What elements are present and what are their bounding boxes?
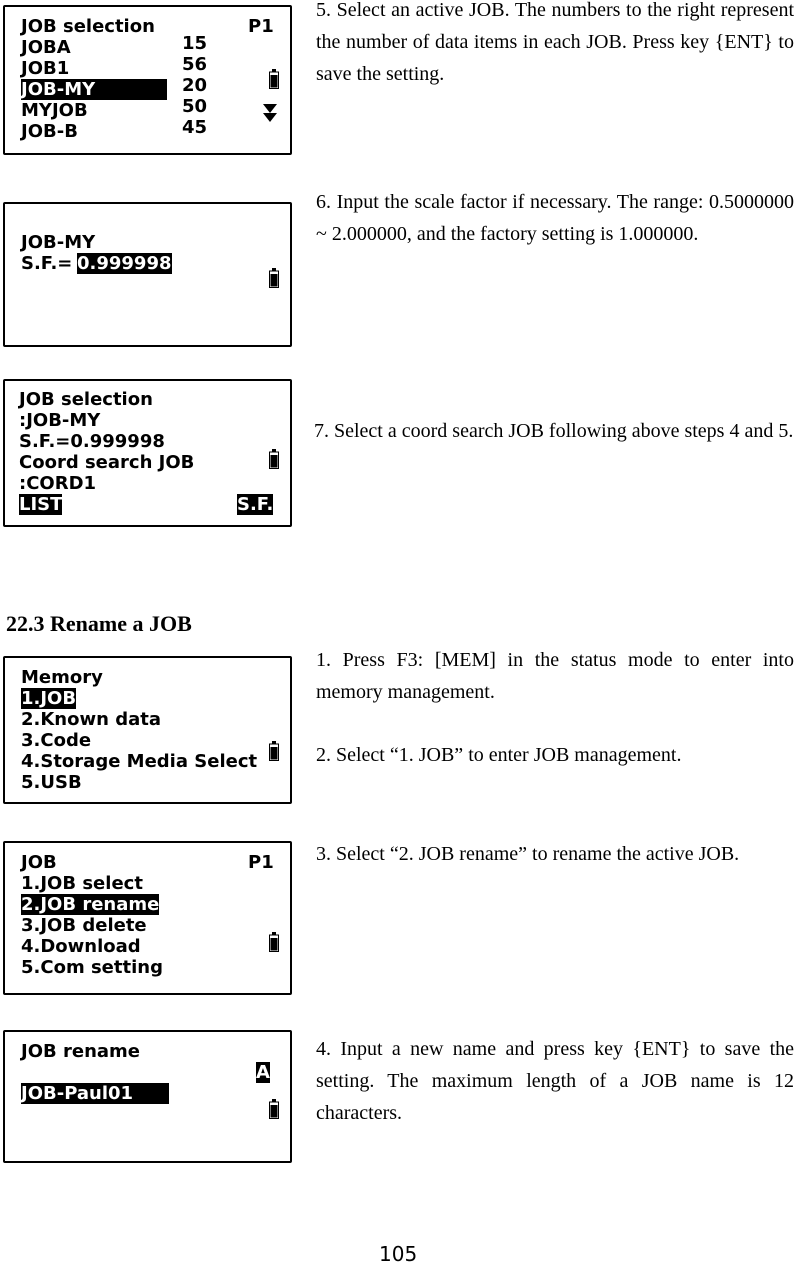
screen-title: JOB selection bbox=[19, 389, 153, 410]
job-name-input[interactable]: JOB-Paul01 bbox=[21, 1083, 169, 1104]
page-indicator: P1 bbox=[248, 16, 274, 37]
lcd-job-selection bbox=[3, 5, 292, 155]
job-item-myjob[interactable]: MYJOB bbox=[21, 100, 88, 121]
softkey-list[interactable]: LIST bbox=[19, 494, 63, 515]
menu-item-storage-media[interactable]: 4.Storage Media Select bbox=[21, 751, 258, 772]
screen-title: Memory bbox=[21, 667, 103, 688]
job-count: 15 bbox=[182, 33, 208, 54]
job-item-job1[interactable]: JOB1 bbox=[21, 58, 70, 79]
coord-search-job: :CORD1 bbox=[19, 473, 97, 494]
step5-text: 5. Select an active JOB. The numbers to the right represent the number of data items in each JOB. Press key {ENT} to save the setting. bbox=[316, 0, 794, 85]
job-count: 56 bbox=[182, 54, 208, 75]
step6-text: 6. Input the scale factor if necessary. The range: 0.5000000 ~ 2.000000, and the factory setting is 1.000000. bbox=[316, 191, 794, 245]
battery-icon bbox=[269, 932, 279, 952]
menu-item-download[interactable]: 4.Download bbox=[21, 936, 141, 957]
job-count: 20 bbox=[182, 75, 208, 96]
job-item-job-b[interactable]: JOB-B bbox=[21, 121, 78, 142]
step7-text: 7. Select a coord search JOB following above steps 4 and 5. bbox=[314, 420, 794, 442]
lcd-scale-factor bbox=[3, 202, 292, 347]
rename-step2-text: 2. Select “1. JOB” to enter JOB management. bbox=[316, 744, 682, 766]
job-count: 45 bbox=[182, 117, 208, 138]
battery-icon bbox=[269, 69, 279, 89]
job-item-joba[interactable]: JOBA bbox=[21, 37, 71, 58]
scale-factor: S.F.=0.999998 bbox=[19, 431, 165, 452]
lcd-memory-menu bbox=[3, 656, 292, 804]
rename-step3-text: 3. Select “2. JOB rename” to rename the active JOB. bbox=[316, 843, 740, 865]
active-job: :JOB-MY bbox=[19, 410, 101, 431]
job-count: 50 bbox=[182, 96, 208, 117]
coord-search-label: Coord search JOB bbox=[19, 452, 195, 473]
menu-item-com-setting[interactable]: 5.Com setting bbox=[21, 957, 163, 978]
menu-item-job-delete[interactable]: 3.JOB delete bbox=[21, 915, 147, 936]
screen-title: JOB selection bbox=[21, 16, 155, 37]
job-name: JOB-MY bbox=[21, 232, 96, 253]
menu-item-job-select[interactable]: 1.JOB select bbox=[21, 873, 143, 894]
menu-item-job-selected[interactable]: 1.JOB bbox=[21, 688, 77, 709]
menu-item-usb[interactable]: 5.USB bbox=[21, 772, 82, 793]
page-indicator: P1 bbox=[248, 852, 274, 873]
page-number: 105 bbox=[379, 1242, 418, 1266]
menu-item-known-data[interactable]: 2.Known data bbox=[21, 709, 161, 730]
lcd-job-rename bbox=[3, 1030, 292, 1163]
lcd-job-selection-summary bbox=[3, 379, 292, 527]
screen-title: JOB bbox=[21, 852, 57, 873]
menu-item-job-rename-selected[interactable]: 2.JOB rename bbox=[21, 894, 160, 915]
job-item-job-my-selected[interactable]: JOB-MY bbox=[21, 79, 167, 100]
section-heading: 22.3 Rename a JOB bbox=[6, 611, 192, 636]
battery-icon bbox=[269, 1099, 279, 1119]
battery-icon bbox=[269, 268, 279, 288]
softkey-sf[interactable]: S.F. bbox=[237, 494, 274, 515]
rename-step4-text: 4. Input a new name and press key {ENT} to save the setting. The maximum length of a JOB name is 12 characters. bbox=[316, 1038, 794, 1124]
screen-title: JOB rename bbox=[21, 1041, 140, 1062]
lcd-job-menu bbox=[3, 841, 292, 995]
rename-step1-text: 1. Press F3: [MEM] in the status mode to enter into memory management. bbox=[316, 649, 794, 703]
scroll-down-icon[interactable] bbox=[263, 104, 277, 124]
menu-item-code[interactable]: 3.Code bbox=[21, 730, 92, 751]
battery-icon bbox=[269, 449, 279, 469]
battery-icon bbox=[269, 741, 279, 761]
sf-input[interactable]: 0.999998 bbox=[77, 253, 172, 274]
input-mode-indicator: A bbox=[256, 1062, 270, 1083]
sf-label: S.F.= bbox=[21, 253, 73, 274]
